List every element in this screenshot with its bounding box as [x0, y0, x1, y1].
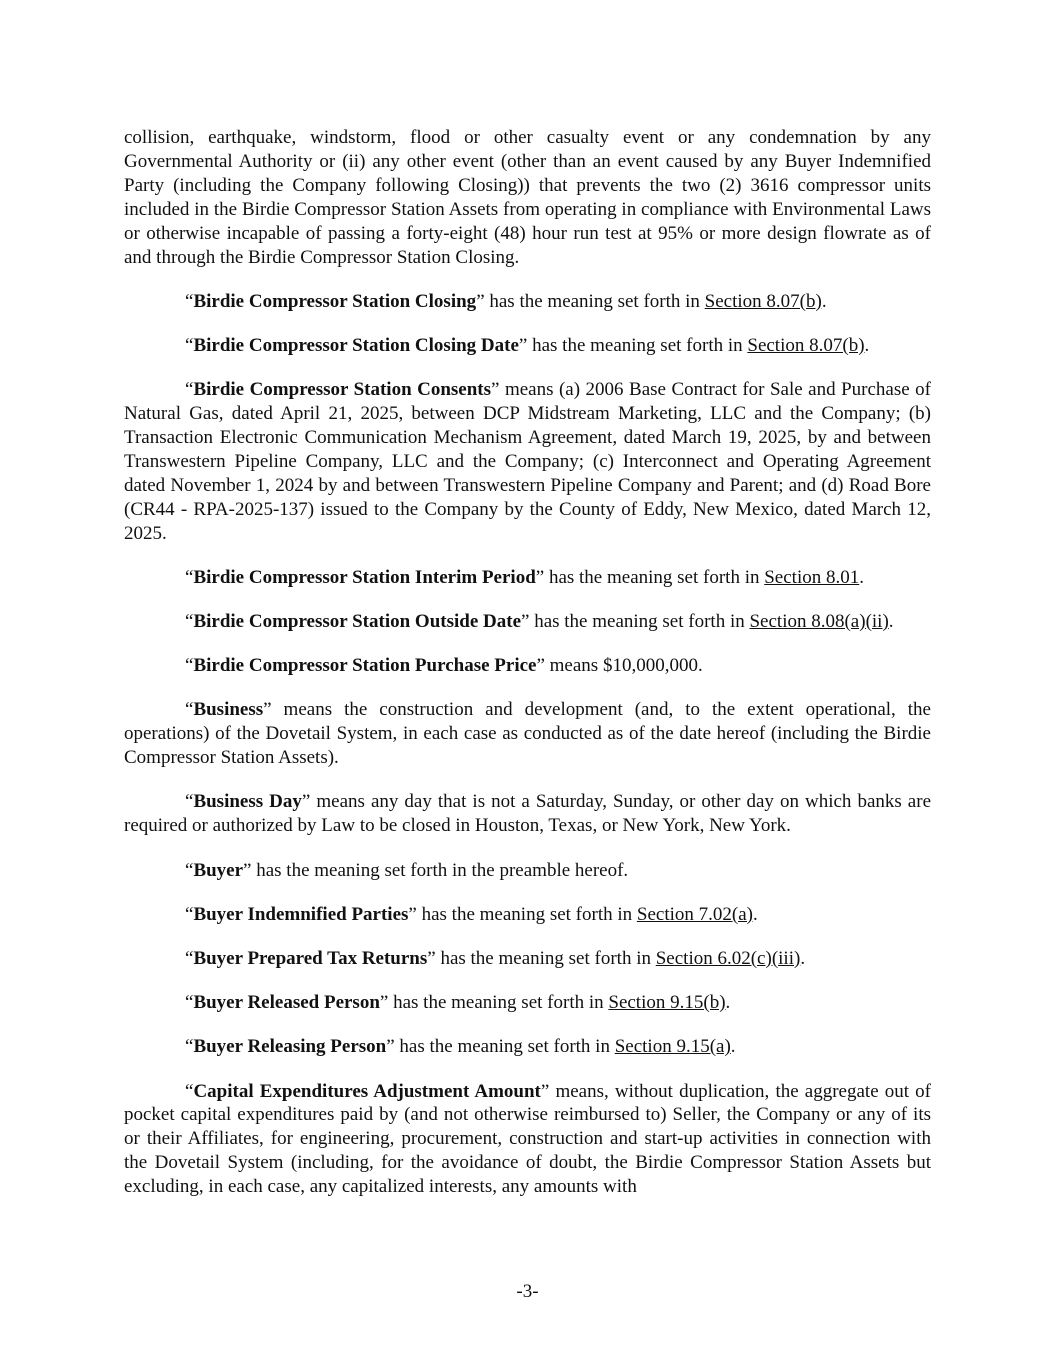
text: ” has the meaning set forth in — [521, 610, 750, 632]
definition-paragraph — [124, 991, 931, 1015]
defined-term: Birdie Compressor Station Purchase Price — [193, 655, 537, 677]
text: “ — [185, 1080, 194, 1102]
text: ” has the meaning set forth in the preamble hereof. — [243, 859, 629, 881]
text: “ — [185, 610, 194, 632]
text: “ — [185, 379, 194, 401]
text: ” has the meaning set forth in — [379, 992, 609, 1014]
text: ” has the meaning set forth in — [535, 566, 765, 588]
defined-term: Buyer Released Person — [193, 992, 380, 1014]
definition-paragraph — [124, 378, 931, 545]
text: ” means the construction and development (and, to the extent operational, the operations) of the Dovetail System, in each case as conducted as of the date hereof (including the Birdie Compressor Station Assets). — [124, 699, 931, 769]
text: ” has the meaning set forth in — [427, 947, 656, 969]
text: “ — [185, 566, 194, 588]
defined-term: Buyer Releasing Person — [193, 1036, 387, 1058]
text: “ — [185, 334, 194, 356]
section-reference: Section 8.07(b) — [704, 290, 822, 312]
text: . — [888, 610, 894, 632]
section-reference: Section 6.02(c)(iii) — [655, 947, 801, 969]
section-reference: Section 9.15(b) — [608, 992, 726, 1014]
text: ” has the meaning set forth in — [518, 334, 748, 356]
text: “ — [185, 992, 194, 1014]
definition-paragraph — [124, 566, 931, 590]
defined-term: Birdie Compressor Station Interim Period — [193, 566, 536, 588]
text: “ — [185, 655, 194, 677]
defined-term: Birdie Compressor Station Outside Date — [193, 610, 522, 632]
text: . — [821, 290, 827, 312]
text: ” means, without duplication, the aggregate out of pocket capital expenditures paid by (and not otherwise reimbursed to) Seller, the Company or any of its or their Affiliates, for engineering, procurement, construction and start-up activities in connection with the Dovetail System (including, for the avoidance of doubt, the Birdie Compressor Station Assets but excluding, in each case, any capitalized interests, any amounts with — [124, 1080, 931, 1198]
text: . — [752, 903, 758, 925]
text: ” has the meaning set forth in — [386, 1036, 615, 1058]
text: . — [730, 1036, 736, 1058]
defined-term: Capital Expenditures Adjustment Amount — [193, 1080, 541, 1102]
definition-paragraph — [124, 1035, 931, 1059]
section-reference: Section 8.08(a)(ii) — [749, 610, 889, 632]
definition-paragraph — [124, 1080, 931, 1200]
defined-term: Birdie Compressor Station Closing Date — [193, 334, 519, 356]
text: . — [725, 992, 731, 1014]
text: “ — [185, 791, 194, 813]
definition-paragraph — [124, 790, 931, 838]
definition-paragraph — [124, 290, 931, 314]
section-reference: Section 8.07(b) — [747, 334, 865, 356]
definition-paragraph — [124, 947, 931, 971]
text: ” means any day that is not a Saturday, Sunday, or other day on which banks are required or authorized by Law to be closed in Houston, Texas, or New York, New York. — [124, 791, 932, 837]
text: “ — [185, 290, 194, 312]
text: ” has the meaning set forth in — [408, 903, 637, 925]
text: . — [859, 566, 864, 588]
definition-paragraph — [124, 903, 931, 927]
text: . — [800, 947, 806, 969]
definition-paragraph — [124, 610, 931, 634]
text: “ — [185, 699, 194, 721]
document-page — [124, 126, 931, 1219]
definition-paragraph — [124, 859, 931, 883]
defined-term: Birdie Compressor Station Closing — [193, 290, 477, 312]
defined-term: Buyer — [193, 859, 244, 881]
section-reference: Section 9.15(a) — [614, 1036, 731, 1058]
defined-term: Business Day — [193, 791, 302, 813]
continued-paragraph — [124, 126, 931, 269]
text: ” means (a) 2006 Base Contract for Sale and Purchase of Natural Gas, dated April 21, 2025, between DCP Midstream Marketing, LLC and the Company; (b) Transaction Electronic Communication Mechanism Agreement, dated March 19, 2025, by and between Transwestern Pipeline Company, LLC and the Company; (c) Interconnect and Operating Agreement dated November 1, 2024 by and between Transwestern Pipeline Company and Parent; and (d) Road Bore (CR44 - RPA-2025-137) issued to the Company by the County of Eddy, New Mexico, dated March 12, 2025. — [124, 379, 931, 544]
defined-term: Buyer Indemnified Parties — [193, 903, 409, 925]
section-reference: Section 7.02(a) — [636, 903, 753, 925]
text: collision, earthquake, windstorm, flood or other casualty event or any condemnation by any Governmental Authority or (ii) any other event (other than an event caused by any Buyer Indemnified Party (including the Company following Closing)) that prevents the two (2) 3616 compressor units included in the Birdie Compressor Station Assets from operating in compliance with Environmental Laws or otherwise incapable of passing a forty-eight (48) hour run test at 95% or more design flowrate as of and through the Birdie Compressor Station Closing. — [124, 127, 931, 268]
text: “ — [185, 859, 194, 881]
text: “ — [185, 1036, 194, 1058]
text: ” has the meaning set forth in — [476, 290, 705, 312]
definition-paragraph — [124, 334, 931, 358]
text: “ — [185, 903, 194, 925]
text: ” means $10,000,000. — [536, 655, 703, 677]
text: “ — [185, 947, 194, 969]
defined-term: Birdie Compressor Station Consents — [193, 379, 492, 401]
defined-term: Buyer Prepared Tax Returns — [193, 947, 428, 969]
definition-paragraph — [124, 698, 931, 770]
defined-term: Business — [193, 699, 264, 721]
section-reference: Section 8.01 — [764, 566, 860, 588]
definition-paragraph — [124, 654, 931, 678]
text: . — [864, 334, 870, 356]
page-number: -3- — [516, 1281, 539, 1302]
